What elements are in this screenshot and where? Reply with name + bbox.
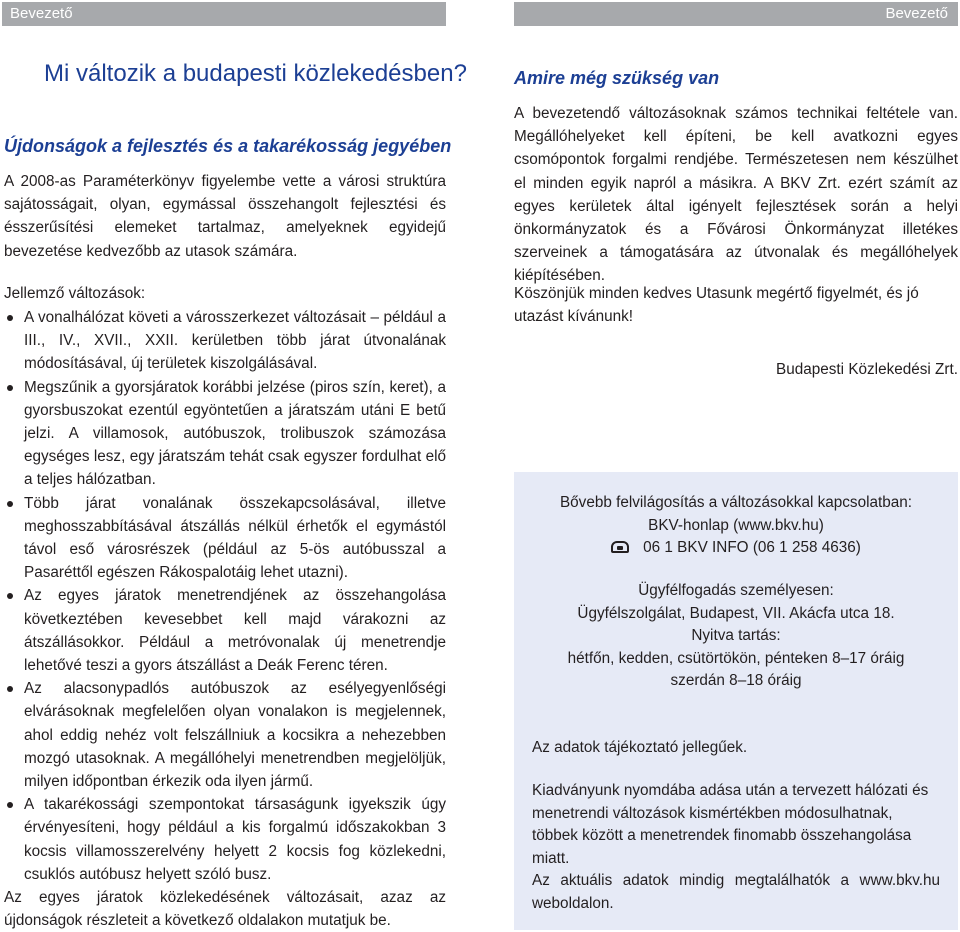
thanks-paragraph: Köszönjük minden kedves Utasunk megértő figyelmét, és jó utazást kívánunk! <box>514 285 919 326</box>
header-left-label: Bevezető <box>10 5 73 22</box>
bullet-icon <box>7 501 13 507</box>
list-item: Az egyes járatok menetrendjének az összehangolása következtében kevesebbet kell majd várakozni az átszállásokkor. Például a metróvonalak új menetrendje lehetővé teszi a gyors átszállást a Deák Ferenc téren. <box>4 584 446 677</box>
right-subtitle: Amire még szükség van <box>514 68 720 88</box>
list-item: Az alacsonypadlós autóbuszok az esélyegyenlőségi elvárásoknak megfelelően olyan vonalakon is megjelennek, ahol eddig nehéz volt felszállniuk a kocsikra a nehezebben mozgó utasoknak. A megállóhelyi menetrendben megjelöljük, milyen időpontban érkezik oda ilyen jármű. <box>4 677 446 793</box>
list-item: Megszűnik a gyorsjáratok korábbi jelzése (piros szín, keret), a gyorsbuszokat ezentúl egyöntetűen a járatszám utáni E betű jelzi. A villamosok, autóbuszok, trolibuszok számozása egységes lesz, egy járatszám tehát csak egyszer fordulhat elő a teljes hálózatban. <box>4 376 446 492</box>
list-item: Több járat vonalának összekapcsolásával, illetve meghosszabbításával átszállás nélkül érhetők el egymástól távol eső városrészek (például az 5-ös autóbusszal a Pasaréttől egészen Rákospalotáig lehet utazni). <box>4 492 446 585</box>
bullet-icon <box>7 802 13 808</box>
more-info-label: Bővebb felvilágosítás a változásokkal kapcsolatban: <box>559 494 913 511</box>
service-address: Ügyfélszolgálat, Budapest, VII. Akácfa utca 18. <box>577 604 895 622</box>
info-box <box>514 472 958 930</box>
closing-paragraph: Az egyes járatok közlekedésének változásait, azaz az újdonságok részleteit a következő oldalakon mutatjuk be. <box>4 889 446 930</box>
service-title: Ügyfélfogadás személyesen: <box>638 582 834 599</box>
bullet-icon <box>7 686 13 692</box>
list-item: A vonalhálózat követi a városszerkezet változásait – például a III., IV., XVII., XXII. kerületben több járat útvonalának módosításával, új területek kiszolgálásával. <box>4 306 446 376</box>
changes-list <box>4 306 446 886</box>
bullet-icon <box>7 315 13 321</box>
features-label: Jellemző változások: <box>4 285 146 302</box>
bullet-icon <box>7 593 13 599</box>
phone-icon <box>611 541 629 553</box>
changes-note: Kiadványunk nyomdába adása után a tervezett hálózati és menetrendi változások kismértékben módosulhatnak, többek között a menetrendek finomabb összehangolása miatt. <box>532 782 929 867</box>
opening-days: hétfőn, kedden, csütörtökön, pénteken 8–17 óráig <box>567 649 905 667</box>
opening-wednesday: szerdán 8–18 óráig <box>670 672 802 689</box>
requirements-paragraph: A bevezetendő változásoknak számos technikai feltétele van. Megállóhelyeket kell építeni, be kell avatkozni egyes csomópontok forgalmi rendjébe. Természetesen nem készülhet el minden egyik napról a másikra. A BKV Zrt. ezért számít az egyes kerületek által igényelt fejlesztések során a helyi önkormányzatok és a Fővárosi Önkormányzat illetékes szerveinek a támogatására az útvonalak és megállóhelyek kiépítésében. <box>514 105 958 285</box>
website-note: Az aktuális adatok mindig megtalálhatók a www.bkv.hu weboldalon. <box>532 872 940 912</box>
header-right-label: Bevezető <box>885 5 948 22</box>
intro-paragraph: A 2008-as Paraméterkönyv figyelembe vette a városi struktúra sajátosságait, olyan, egymással összehangolt fejlesztési és ésszerűsítési elemeket tartalmaz, amelyeknek egyidejű bevezetése kedvezőbb az utasok számára. <box>4 173 446 260</box>
bullet-icon <box>7 385 13 391</box>
page-title: Mi változik a budapesti közlekedésben? <box>44 60 467 87</box>
phone-line <box>532 537 940 560</box>
website-line: BKV-honlap (www.bkv.hu) <box>648 516 824 534</box>
service-block <box>532 580 940 693</box>
contact-block <box>532 492 940 560</box>
header-bar-right <box>514 2 958 26</box>
signature: Budapesti Közlekedési Zrt. <box>776 361 958 378</box>
header-bar-left <box>2 2 446 26</box>
left-subtitle: Újdonságok a fejlesztés és a takarékosság jegyében <box>4 136 452 156</box>
phone-number: 06 1 BKV INFO (06 1 258 4636) <box>643 539 861 556</box>
disclaimer-note: Az adatok tájékoztató jellegűek. <box>532 739 748 756</box>
list-item: A takarékossági szempontokat társaságunk igyekszik úgy érvényesíteni, hogy például a kis forgalmú időszakokban 3 kocsis villamosszerelvény helyett 2 kocsis fog közlekedni, csuklós autóbusz helyett szóló busz. <box>4 793 446 886</box>
opening-label: Nyitva tartás: <box>691 627 781 644</box>
